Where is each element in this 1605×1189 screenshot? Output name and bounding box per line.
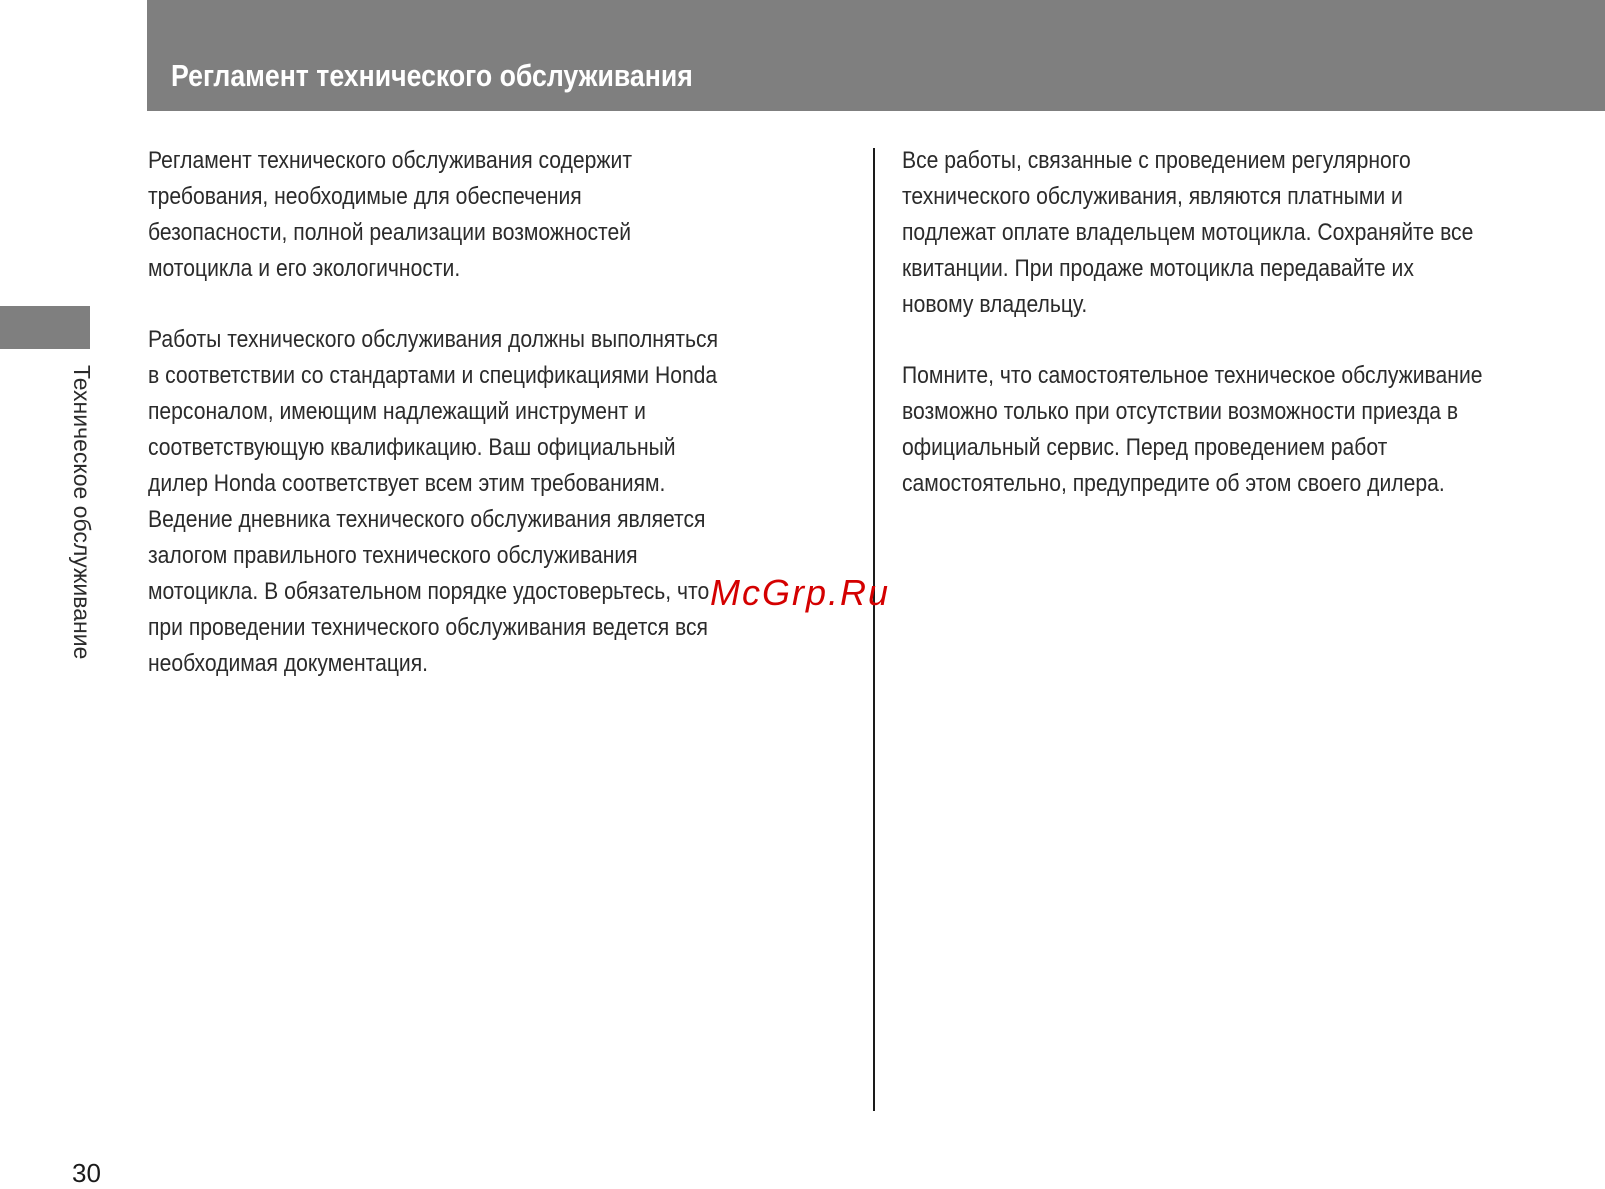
header-bar	[147, 0, 1605, 111]
right-paragraph-self-service	[902, 358, 1562, 502]
page-number: 30	[72, 1158, 101, 1188]
text-line: возможно только при отсутствии возможности приезда в	[902, 398, 1459, 425]
text-line: Ведение дневника технического обслуживания является	[148, 506, 706, 533]
text-line: при проведении технического обслуживания ведется вся	[148, 614, 708, 641]
right-column	[902, 143, 1562, 502]
text-line: официальный сервис. Перед проведением работ	[902, 434, 1388, 461]
text-line: персоналом, имеющим надлежащий инструмент и	[148, 398, 646, 425]
text-line: требования, необходимые для обеспечения	[148, 183, 582, 210]
text-line: соответствующую квалификацию. Ваш официальный	[148, 434, 676, 461]
text-line: дилер Honda соответствует всем этим требованиям.	[148, 470, 666, 497]
left-paragraph-intro	[148, 143, 796, 287]
page-title: Регламент технического обслуживания	[171, 58, 693, 93]
text-line: залогом правильного технического обслуживания	[148, 542, 638, 569]
watermark-text: McGrp.Ru	[710, 572, 891, 613]
column-divider	[873, 148, 875, 1111]
text-line: Работы технического обслуживания должны выполняться	[148, 326, 719, 353]
text-line: технического обслуживания, являются платными и	[902, 183, 1403, 210]
text-line: Помните, что самостоятельное техническое обслуживание	[902, 362, 1483, 389]
text-line: квитанции. При продаже мотоцикла передавайте их	[902, 255, 1414, 282]
text-line: самостоятельно, предупредите об этом своего дилера.	[902, 470, 1445, 497]
text-line: в соответствии со стандартами и спецификациями Honda	[148, 362, 718, 389]
text-line: подлежат оплате владельцем мотоцикла. Сохраняйте все	[902, 219, 1474, 246]
text-line: мотоцикла и его экологичности.	[148, 255, 461, 282]
text-line: мотоцикла. В обязательном порядке удостоверьтесь, что	[148, 578, 710, 605]
section-label: Техническое обслуживание	[69, 365, 95, 660]
right-paragraph-payment	[902, 143, 1562, 323]
text-line: безопасности, полной реализации возможностей	[148, 219, 631, 246]
text-line: необходимая документация.	[148, 650, 429, 677]
left-paragraph-dealer	[148, 322, 796, 682]
text-line: новому владельцу.	[902, 291, 1088, 318]
section-tab-marker	[0, 306, 90, 349]
text-line: Регламент технического обслуживания содержит	[148, 147, 633, 174]
text-line: Все работы, связанные с проведением регулярного	[902, 147, 1411, 174]
left-column	[148, 143, 796, 682]
